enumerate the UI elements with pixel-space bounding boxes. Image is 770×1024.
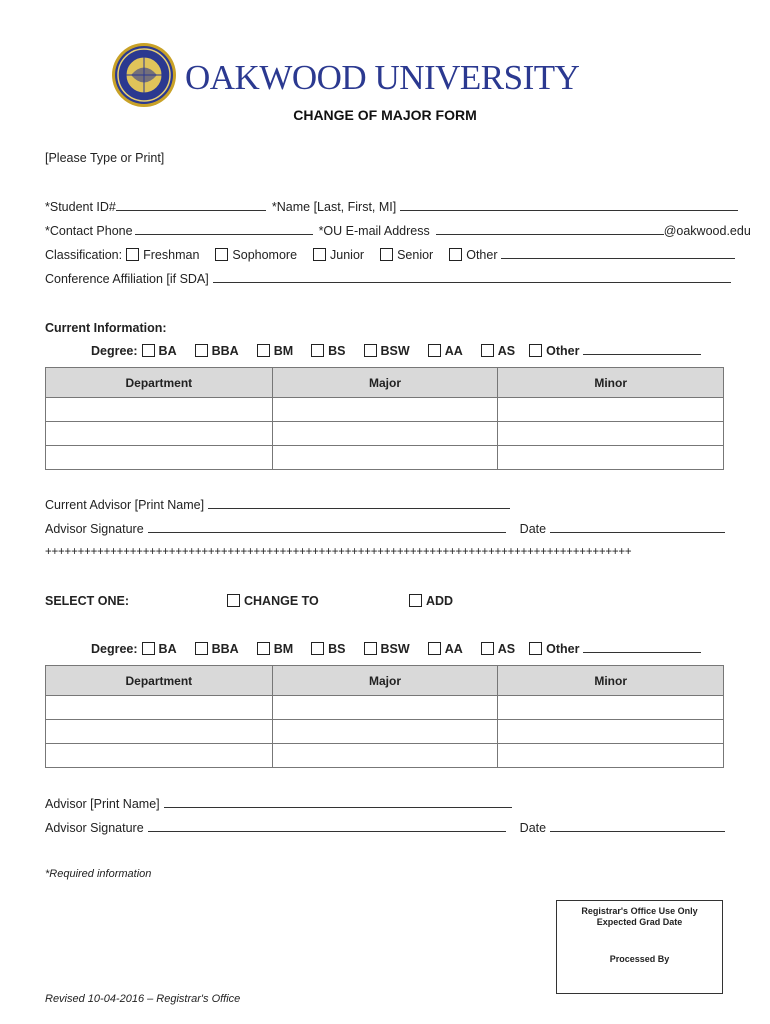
table-row <box>46 422 724 446</box>
table-cell[interactable] <box>46 446 273 470</box>
current-degree-bsw[interactable]: BSW <box>364 344 410 358</box>
new-degree-bsw[interactable]: BSW <box>364 642 410 656</box>
student-id-field[interactable] <box>116 201 266 211</box>
checkbox-senior[interactable] <box>380 248 393 261</box>
email-field[interactable] <box>436 225 664 235</box>
table-cell[interactable] <box>498 696 724 720</box>
new-advisor-label: Advisor [Print Name] <box>45 797 160 811</box>
checkbox-current-as[interactable] <box>481 344 494 357</box>
processed-by-label: Processed By <box>609 954 670 964</box>
checkbox-new-other[interactable] <box>529 642 542 655</box>
checkbox-current-ba[interactable] <box>142 344 155 357</box>
checkbox-new-ba[interactable] <box>142 642 155 655</box>
checkbox-current-bba[interactable] <box>195 344 208 357</box>
new-advisor-field[interactable] <box>164 798 512 808</box>
conference-row <box>45 272 731 286</box>
contact-phone-field[interactable] <box>135 225 313 235</box>
student-id-row <box>45 200 738 214</box>
new-signature-label: Advisor Signature <box>45 821 144 835</box>
table-cell[interactable] <box>498 446 724 470</box>
new-signature-row <box>45 821 725 835</box>
table-cell[interactable] <box>272 446 498 470</box>
current-info-label: Current Information: <box>45 321 167 335</box>
current-date-field[interactable] <box>550 523 725 533</box>
name-field[interactable] <box>400 201 738 211</box>
table-cell[interactable] <box>498 744 724 768</box>
name-label: *Name [Last, First, MI] <box>271 200 397 214</box>
current-degree-bba[interactable]: BBA <box>195 344 239 358</box>
checkbox-new-bm[interactable] <box>257 642 270 655</box>
expected-grad-date-label: Expected Grad Date <box>596 917 683 927</box>
new-date-label: Date <box>519 821 547 835</box>
current-degree-label: Degree: <box>91 344 138 358</box>
current-degree-row <box>91 344 701 358</box>
checkbox-new-bba[interactable] <box>195 642 208 655</box>
new-table-header-department: Department <box>46 666 273 696</box>
new-degree-other[interactable]: Other <box>529 642 579 656</box>
checkbox-new-bsw[interactable] <box>364 642 377 655</box>
university-seal-icon <box>111 42 177 108</box>
checkbox-new-bs[interactable] <box>311 642 324 655</box>
table-cell[interactable] <box>498 720 724 744</box>
current-degree-other[interactable]: Other <box>529 344 579 358</box>
classification-other-field[interactable] <box>501 249 735 259</box>
table-cell[interactable] <box>46 422 273 446</box>
new-degree-aa[interactable]: AA <box>428 642 463 656</box>
checkbox-add[interactable] <box>409 594 422 607</box>
current-date-label: Date <box>519 522 547 536</box>
current-degree-bm[interactable]: BM <box>257 344 293 358</box>
table-row <box>46 720 724 744</box>
table-cell[interactable] <box>46 398 273 422</box>
checkbox-current-aa[interactable] <box>428 344 441 357</box>
classification-sophomore[interactable]: Sophomore <box>215 248 297 262</box>
checkbox-current-bsw[interactable] <box>364 344 377 357</box>
new-degree-bs[interactable]: BS <box>311 642 345 656</box>
current-signature-label: Advisor Signature <box>45 522 144 536</box>
checkbox-current-bs[interactable] <box>311 344 324 357</box>
checkbox-new-as[interactable] <box>481 642 494 655</box>
checkbox-junior[interactable] <box>313 248 326 261</box>
classification-senior[interactable]: Senior <box>380 248 433 262</box>
new-degree-ba[interactable]: BA <box>142 642 177 656</box>
new-advisor-row <box>45 797 512 811</box>
classification-junior[interactable]: Junior <box>313 248 364 262</box>
new-degree-row <box>91 642 701 656</box>
table-cell[interactable] <box>46 696 273 720</box>
instruction-text: [Please Type or Print] <box>45 151 165 165</box>
table-cell[interactable] <box>272 398 498 422</box>
table-cell[interactable] <box>46 744 273 768</box>
conference-label: Conference Affiliation [if SDA] <box>45 272 209 286</box>
new-degree-bm[interactable]: BM <box>257 642 293 656</box>
student-id-label: *Student ID# <box>45 200 116 214</box>
current-info-table <box>45 367 724 470</box>
current-table-header-department: Department <box>46 368 273 398</box>
current-degree-aa[interactable]: AA <box>428 344 463 358</box>
current-signature-row <box>45 522 725 536</box>
add-option[interactable]: ADD <box>409 594 453 608</box>
current-advisor-field[interactable] <box>208 499 510 509</box>
new-degree-other-field[interactable] <box>583 643 701 653</box>
university-logo <box>111 42 581 116</box>
email-label: *OU E-mail Address <box>318 224 430 238</box>
required-note: *Required information <box>45 868 152 880</box>
checkbox-current-bm[interactable] <box>257 344 270 357</box>
table-cell[interactable] <box>272 696 498 720</box>
revision-note: Revised 10-04-2016 – Registrar's Office <box>45 993 241 1005</box>
checkbox-current-other[interactable] <box>529 344 542 357</box>
table-cell[interactable] <box>272 422 498 446</box>
current-advisor-label: Current Advisor [Print Name] <box>45 498 205 512</box>
current-degree-other-field[interactable] <box>583 345 701 355</box>
classification-freshman[interactable]: Freshman <box>126 248 199 262</box>
table-cell[interactable] <box>46 720 273 744</box>
new-degree-as[interactable]: AS <box>481 642 515 656</box>
table-row <box>46 446 724 470</box>
new-table-header-minor: Minor <box>498 666 724 696</box>
new-date-field[interactable] <box>550 822 725 832</box>
new-table-header-major: Major <box>272 666 498 696</box>
university-wordmark: OAKWOOD UNIVERSITY <box>185 58 580 97</box>
current-degree-bs[interactable]: BS <box>311 344 345 358</box>
contact-phone-label: *Contact Phone <box>45 224 133 238</box>
section-separator: ++++++++++++++++++++++++++++++++++++++++++++++++++++++++++++++++++++++++++++++++++++++++++ <box>45 546 632 558</box>
form-title: CHANGE OF MAJOR FORM <box>293 107 477 123</box>
table-row <box>46 744 724 768</box>
table-cell[interactable] <box>498 422 724 446</box>
classification-other[interactable]: Other <box>449 248 497 262</box>
new-signature-field[interactable] <box>148 822 506 832</box>
contact-row <box>45 224 751 238</box>
table-row <box>46 696 724 720</box>
conference-field[interactable] <box>213 273 731 283</box>
current-signature-field[interactable] <box>148 523 506 533</box>
current-table-header-major: Major <box>272 368 498 398</box>
registrar-office-box <box>556 900 723 994</box>
current-degree-ba[interactable]: BA <box>142 344 177 358</box>
table-cell[interactable] <box>498 398 724 422</box>
table-cell[interactable] <box>272 744 498 768</box>
current-degree-as[interactable]: AS <box>481 344 515 358</box>
current-advisor-row <box>45 498 510 512</box>
registrar-use-label: Registrar's Office Use Only <box>581 906 698 916</box>
checkbox-freshman[interactable] <box>126 248 139 261</box>
classification-label: Classification: <box>45 248 123 262</box>
new-degree-bba[interactable]: BBA <box>195 642 239 656</box>
table-row <box>46 398 724 422</box>
new-info-table <box>45 665 724 768</box>
select-one-label: SELECT ONE: <box>45 594 130 608</box>
checkbox-change-to[interactable] <box>227 594 240 607</box>
email-suffix: @oakwood.edu <box>663 224 751 238</box>
classification-row <box>45 248 735 262</box>
checkbox-sophomore[interactable] <box>215 248 228 261</box>
current-table-header-minor: Minor <box>498 368 724 398</box>
table-cell[interactable] <box>272 720 498 744</box>
checkbox-new-aa[interactable] <box>428 642 441 655</box>
checkbox-other[interactable] <box>449 248 462 261</box>
change-to-option[interactable]: CHANGE TO <box>227 594 319 608</box>
new-degree-label: Degree: <box>91 642 138 656</box>
